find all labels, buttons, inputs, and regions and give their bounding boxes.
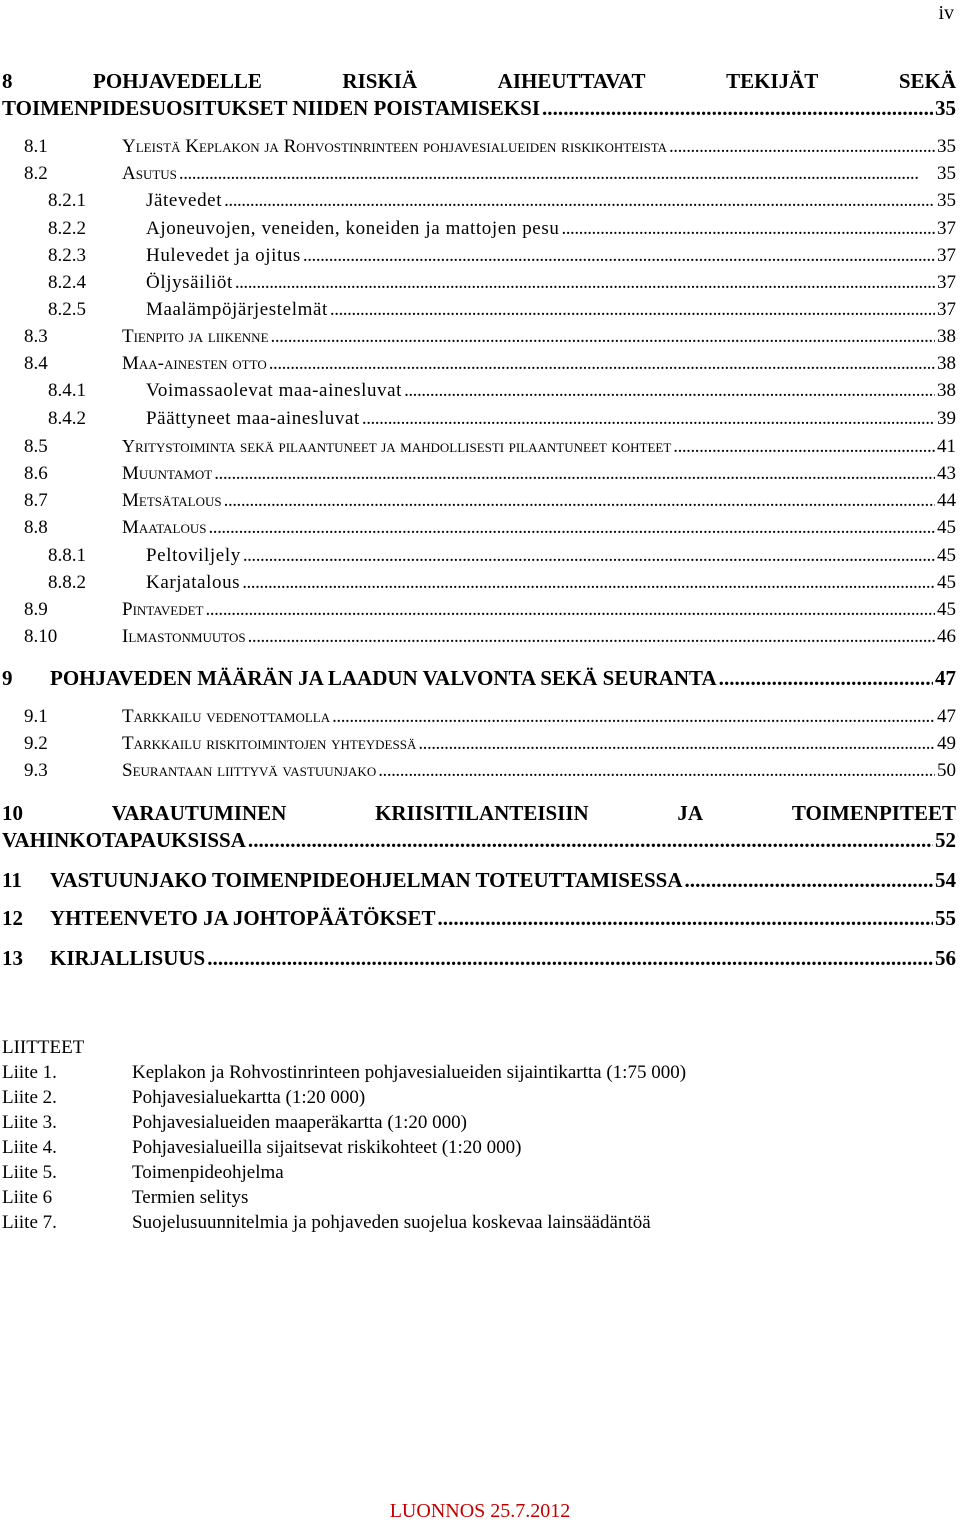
toc-entry-number: 9.3 [24, 760, 48, 781]
toc-word: TOIMENPITEET [791, 801, 956, 825]
toc-entry-page: 50 [937, 760, 956, 781]
attachment-label: Liite 5. [2, 1162, 57, 1183]
toc-entry-title: Pintavedet [122, 599, 204, 620]
toc-entry-number: 8.9 [24, 599, 48, 620]
toc-heading-8-line1 [2, 69, 956, 94]
toc-entry-number: 11 [2, 868, 22, 892]
toc-entry[interactable] [2, 572, 956, 600]
toc-entry[interactable] [2, 218, 956, 246]
toc-entry-number: 9.1 [24, 706, 48, 727]
attachment-text: Pohjavesialueiden maaperäkartta (1:20 000) [132, 1112, 468, 1133]
toc-entry-page: 38 [937, 380, 956, 401]
attachment-label: Liite 7. [2, 1212, 57, 1233]
leader-dots [362, 408, 935, 430]
toc-entry-number: 8.1 [24, 136, 48, 157]
toc-entry-title: Peltoviljely [146, 545, 241, 566]
toc-entry-page: 41 [937, 436, 956, 457]
toc-entry[interactable] [2, 353, 956, 381]
leader-dots [303, 245, 935, 267]
toc-entry-number: 8.6 [24, 463, 48, 484]
toc-entry[interactable] [2, 517, 956, 545]
toc-entry[interactable] [2, 380, 956, 408]
toc-entry[interactable] [2, 490, 956, 518]
toc-entry-page: 38 [937, 326, 956, 347]
toc-entry[interactable] [2, 760, 956, 788]
toc-entry[interactable] [2, 599, 956, 627]
toc-entry-number: 8.2.5 [48, 299, 86, 320]
leader-dots [214, 463, 935, 485]
leader-dots [248, 626, 935, 648]
toc-word: TEKIJÄT [726, 69, 819, 93]
toc-entry-title: Voimassaolevat maa-ainesluvat [146, 380, 403, 401]
leader-dots [438, 906, 934, 931]
attachment-item [2, 1062, 686, 1084]
toc-entry-title: Maa-ainesten otto [122, 353, 267, 374]
attachment-text: Suojelusuunnitelmia ja pohjaveden suojelua koskevaa lainsäädäntöä [132, 1212, 651, 1233]
toc-entry-title: VASTUUNJAKO TOIMENPIDEOHJELMAN TOTEUTTAMISESSA [50, 868, 683, 892]
toc-entry-title: Muuntamot [122, 463, 213, 484]
toc-entry-page: 35 [937, 190, 956, 211]
toc-entry[interactable] [2, 299, 956, 327]
attachment-label: Liite 3. [2, 1112, 57, 1133]
toc-entry-number: 8.2.4 [48, 272, 86, 293]
toc-entry-title: Ilmastonmuutos [122, 626, 246, 647]
attachment-item [2, 1112, 467, 1134]
leader-dots [235, 272, 935, 294]
toc-heading-10-line1 [2, 801, 956, 826]
toc-entry-number: 8.7 [24, 490, 48, 511]
toc-entry-title: Jätevedet [146, 190, 223, 211]
toc-entry-title: POHJAVEDEN MÄÄRÄN JA LAADUN VALVONTA SEKÄ SEURANTA [50, 666, 717, 690]
toc-entry-page: 56 [935, 946, 956, 970]
toc-entry-page: 35 [937, 136, 956, 157]
toc-entry[interactable] [2, 463, 956, 491]
toc-heading[interactable] [2, 868, 956, 896]
toc-heading[interactable] [2, 946, 956, 974]
toc-entry-title: Maatalous [122, 517, 207, 538]
toc-entry-title: Karjatalous [146, 572, 241, 593]
leader-dots [242, 572, 935, 594]
leader-dots [673, 436, 935, 458]
toc-entry-page: 37 [937, 272, 956, 293]
toc-entry-page: 35 [937, 163, 956, 184]
toc-entry[interactable] [2, 545, 956, 573]
toc-entry-title: TOIMENPIDESUOSITUKSET NIIDEN POISTAMISEKSI [2, 96, 540, 120]
toc-entry-title: Asutus [122, 163, 177, 184]
toc-entry-title: YHTEENVETO JA JOHTOPÄÄTÖKSET [50, 906, 436, 930]
leader-dots [248, 828, 933, 853]
toc-entry-title: VAHINKOTAPAUKSISSA [2, 828, 246, 852]
leader-dots [179, 163, 935, 185]
toc-entry-number: 8.2.3 [48, 245, 86, 266]
toc-entry-number: 8.2 [24, 163, 48, 184]
toc-entry-title: Tarkkailu vedenottamolla [122, 706, 331, 727]
toc-entry-page: 49 [937, 733, 956, 754]
toc-entry[interactable] [2, 245, 956, 273]
toc-entry-number: 9.2 [24, 733, 48, 754]
attachment-label: Liite 4. [2, 1137, 57, 1158]
toc-entry[interactable] [2, 190, 956, 218]
leader-dots [269, 353, 935, 375]
toc-entry-number: 8.8.1 [48, 545, 86, 566]
toc-entry-page: 55 [935, 906, 956, 930]
toc-word: AIHEUTTAVAT [497, 69, 646, 93]
attachment-label: Liite 6 [2, 1187, 53, 1208]
toc-entry-title: Tienpito ja liikenne [122, 326, 269, 347]
leader-dots [224, 490, 935, 512]
toc-entry-page: 44 [937, 490, 956, 511]
toc-entry-title: Seurantaan liittyvä vastuunjako [122, 760, 377, 781]
toc-entry[interactable] [2, 706, 956, 734]
toc-entry-number: 8.10 [24, 626, 58, 647]
toc-entry-page: 46 [937, 626, 956, 647]
toc-entry-page: 39 [937, 408, 956, 429]
toc-entry[interactable] [2, 272, 956, 300]
leader-dots [684, 868, 933, 893]
toc-entry-page: 47 [935, 666, 956, 690]
attachment-label: Liite 1. [2, 1062, 57, 1083]
toc-entry-number: 12 [2, 906, 23, 930]
toc-word: RISKIÄ [342, 69, 418, 93]
toc-entry-number: 8.3 [24, 326, 48, 347]
toc-entry-page: 54 [935, 868, 956, 892]
leader-dots [224, 190, 935, 212]
attachment-label: Liite 2. [2, 1087, 57, 1108]
attachment-text: Pohjavesialueilla sijaitsevat riskikohteet (1:20 000) [132, 1137, 522, 1158]
attachment-text: Termien selitys [132, 1187, 249, 1208]
toc-entry-page: 45 [937, 517, 956, 538]
toc-word: 10 [2, 801, 23, 825]
toc-entry-page: 52 [935, 828, 956, 852]
attachment-text: Keplakon ja Rohvostinrinteen pohjavesialueiden sijaintikartta (1:75 000) [132, 1062, 687, 1083]
toc-entry[interactable] [2, 408, 956, 436]
attachments-heading: LIITTEET [2, 1037, 85, 1058]
toc-entry-title: KIRJALLISUUS [50, 946, 206, 970]
toc-entry-page: 45 [937, 572, 956, 593]
toc-entry[interactable] [2, 733, 956, 761]
toc-entry-page: 35 [935, 96, 956, 120]
toc-entry-page: 37 [937, 218, 956, 239]
toc-entry-title: Yleistä Keplakon ja Rohvostinrinteen pohjavesialueiden riskikohteista [122, 136, 667, 157]
toc-heading[interactable] [2, 906, 956, 934]
toc-entry-page: 45 [937, 599, 956, 620]
toc-entry[interactable] [2, 136, 956, 164]
toc-entry[interactable] [2, 163, 956, 191]
toc-entry[interactable] [2, 326, 956, 354]
leader-dots [208, 517, 935, 539]
toc-entry-title: Öljysäiliöt [146, 272, 233, 293]
attachment-text: Toimenpideohjelma [132, 1162, 284, 1183]
leader-dots [271, 326, 935, 348]
toc-heading[interactable] [2, 666, 956, 694]
toc-entry-title: Tarkkailu riskitoimintojen yhteydessä [122, 733, 417, 754]
toc-entry-page: 43 [937, 463, 956, 484]
leader-dots [330, 299, 935, 321]
attachment-item [2, 1162, 284, 1184]
toc-entry-number: 8.8 [24, 517, 48, 538]
toc-entry-title: Hulevedet ja ojitus [146, 245, 301, 266]
toc-entry-number: 8.2.1 [48, 190, 86, 211]
attachment-item [2, 1137, 521, 1159]
toc-entry-title: Ajoneuvojen, veneiden, koneiden ja mattojen pesu [146, 218, 560, 239]
toc-entry-title: Päättyneet maa-ainesluvat [146, 408, 360, 429]
toc-word: JA [677, 801, 704, 825]
toc-heading-10-line2[interactable] [2, 828, 956, 856]
leader-dots [206, 599, 936, 621]
leader-dots [719, 666, 933, 691]
toc-entry[interactable] [2, 436, 956, 464]
toc-entry-title: Maalämpöjärjestelmät [146, 299, 328, 320]
leader-dots [404, 380, 935, 402]
toc-entry-number: 8.4.2 [48, 408, 86, 429]
attachment-item [2, 1212, 651, 1234]
toc-word: 8 [2, 69, 13, 93]
attachment-item [2, 1087, 365, 1109]
leader-dots [378, 760, 935, 782]
leader-dots [561, 218, 935, 240]
toc-entry-page: 45 [937, 545, 956, 566]
toc-heading-8-line2[interactable] [2, 96, 956, 124]
toc-entry[interactable] [2, 626, 956, 654]
toc-word: SEKÄ [898, 69, 956, 93]
toc-entry-page: 37 [937, 299, 956, 320]
leader-dots [332, 706, 935, 728]
toc-word: VARAUTUMINEN [111, 801, 287, 825]
toc-word: KRIISITILANTEISIIN [375, 801, 589, 825]
leader-dots [207, 946, 933, 971]
toc-entry-page: 37 [937, 245, 956, 266]
page-number: iv [938, 2, 954, 24]
toc-entry-title: Metsätalous [122, 490, 222, 511]
attachment-item [2, 1187, 248, 1209]
leader-dots [243, 545, 935, 567]
toc-entry-number: 13 [2, 946, 23, 970]
toc-entry-number: 8.5 [24, 436, 48, 457]
toc-word: POHJAVEDELLE [93, 69, 262, 93]
toc-entry-page: 38 [937, 353, 956, 374]
toc-entry-number: 8.2.2 [48, 218, 86, 239]
leader-dots [418, 733, 935, 755]
toc-entry-number: 8.8.2 [48, 572, 86, 593]
draft-footer: LUONNOS 25.7.2012 [389, 1500, 571, 1522]
leader-dots [669, 136, 935, 158]
toc-entry-page: 47 [937, 706, 956, 727]
toc-entry-title: Yritystoiminta sekä pilaantuneet ja mahdollisesti pilaantuneet kohteet [122, 436, 672, 456]
toc-entry-number: 8.4.1 [48, 380, 86, 401]
attachment-text: Pohjavesialuekartta (1:20 000) [132, 1087, 366, 1108]
toc-entry-number: 9 [2, 666, 13, 690]
toc-entry-number: 8.4 [24, 353, 48, 374]
leader-dots [542, 96, 933, 121]
